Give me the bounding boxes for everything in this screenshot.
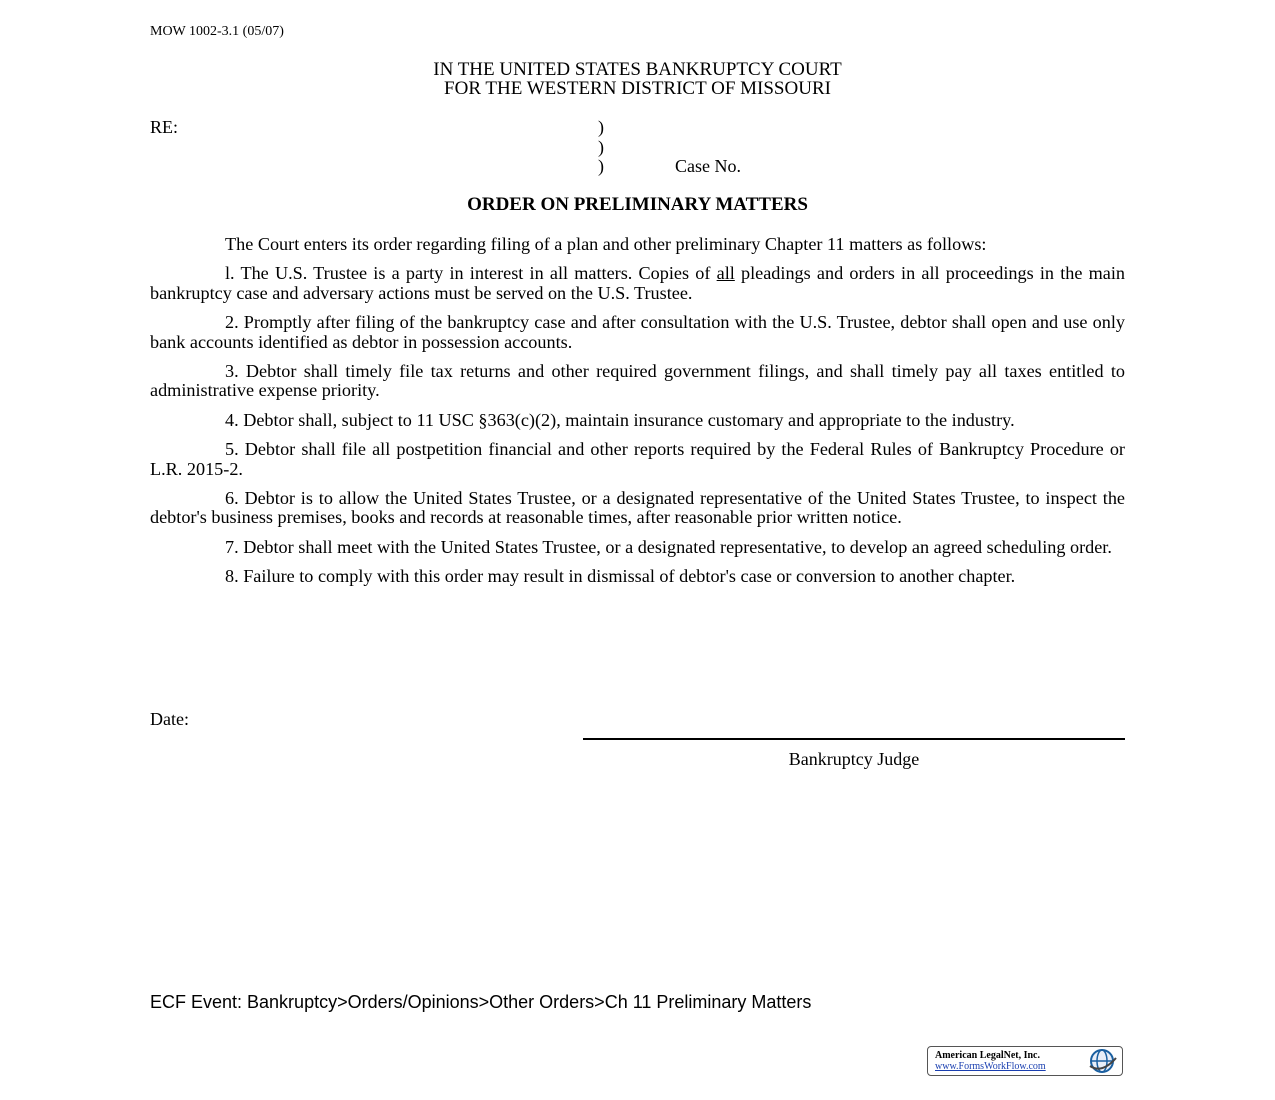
order-item-1-text-a: l. The U.S. Trustee is a party in interest in all matters. Copies of (225, 263, 717, 284)
order-item-8: 8. Failure to comply with this order may result in dismissal of debtor's case or conversion to another chapter. (225, 566, 1016, 587)
order-body (150, 235, 1125, 597)
caption-paren: ) (598, 136, 604, 157)
order-item-1-text-b: pleadings and orders in all proceedings in the main bankruptcy case and adversary actions must be served on the U.S. Trustee. (150, 263, 1125, 303)
order-item-5: 5. Debtor shall file all postpetition financial and other reports required by the Federal Rules of Bankruptcy Procedure or L.R. 2015-2. (150, 439, 1125, 479)
caption-paren: ) (598, 117, 604, 137)
globe-icon (1084, 1048, 1120, 1074)
re-label: RE: (150, 117, 179, 137)
intro-paragraph: The Court enters its order regarding filing of a plan and other preliminary Chapter 11 matters as follows: (225, 234, 987, 254)
caption-parentheses (598, 118, 604, 177)
court-heading (150, 60, 1125, 98)
date-label: Date: (150, 709, 189, 729)
signature-line (583, 738, 1125, 740)
logo-company-name: American LegalNet, Inc. (935, 1050, 1040, 1061)
american-legalnet-logo[interactable] (927, 1046, 1123, 1076)
order-item-7: 7. Debtor shall meet with the United States Trustee, or a designated representative, to develop an agreed scheduling order. (225, 536, 1112, 557)
order-item-3: 3. Debtor shall timely file tax returns and other required government filings, and shall timely pay all taxes entitled to administrative expense priority. (150, 361, 1125, 401)
underlined-all: all (716, 263, 735, 284)
court-heading-line1: IN THE UNITED STATES BANKRUPTCY COURT (433, 59, 842, 80)
order-item-4: 4. Debtor shall, subject to 11 USC §363(c)(2), maintain insurance customary and appropriate to the industry. (225, 409, 1015, 430)
order-title: ORDER ON PRELIMINARY MATTERS (467, 194, 808, 215)
order-item-2: 2. Promptly after filing of the bankruptcy case and after consultation with the U.S. Trustee, debtor shall open and use only bank accounts identified as debtor in possession accounts. (150, 312, 1125, 352)
ecf-event: ECF Event: Bankruptcy>Orders/Opinions>Other Orders>Ch 11 Preliminary Matters (150, 992, 812, 1012)
form-id: MOW 1002-3.1 (05/07) (150, 24, 284, 39)
order-item-6: 6. Debtor is to allow the United States Trustee, or a designated representative of the United States Trustee, to inspect the debtor's business premises, books and records at reasonable times, after reasonable prior written notice. (150, 488, 1125, 528)
caption-paren: ) (598, 156, 604, 176)
order-item-1 (150, 264, 1125, 303)
court-heading-line2: FOR THE WESTERN DISTRICT OF MISSOURI (444, 78, 831, 99)
case-number-label: Case No. (675, 156, 741, 176)
judge-label: Bankruptcy Judge (788, 749, 920, 769)
logo-url-link[interactable]: www.FormsWorkFlow.com (935, 1061, 1046, 1072)
